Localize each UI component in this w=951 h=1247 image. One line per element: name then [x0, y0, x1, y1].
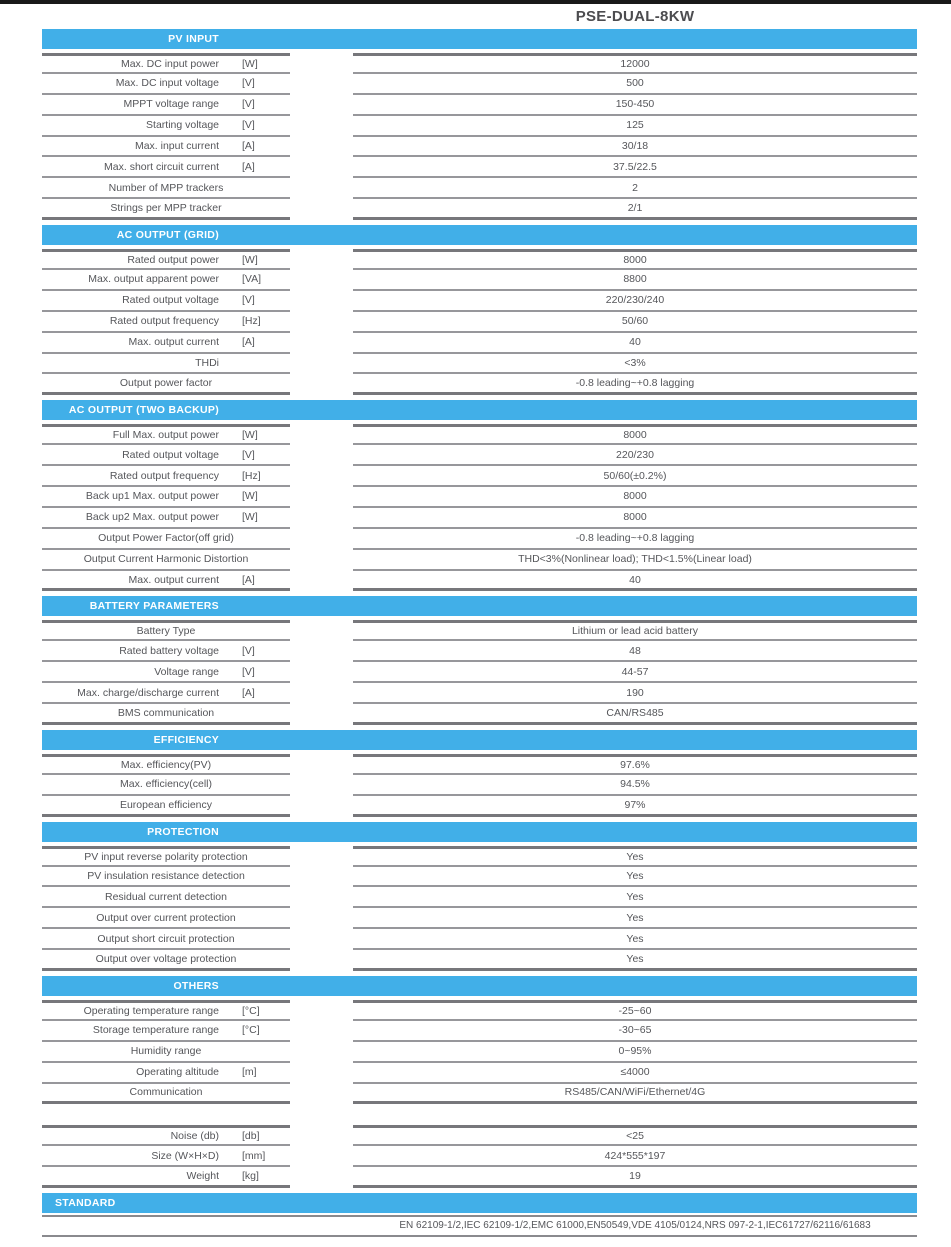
spec-row	[42, 291, 917, 312]
row-left	[42, 445, 290, 466]
row-label: Output Power Factor(off grid)	[98, 532, 234, 545]
spec-row	[42, 620, 917, 641]
column-gap	[290, 199, 353, 220]
row-label: Weight	[186, 1170, 219, 1183]
section	[42, 225, 917, 395]
row-unit: [A]	[242, 336, 255, 349]
spec-row	[42, 754, 917, 775]
row-value: 500	[353, 74, 917, 95]
row-left	[42, 249, 290, 270]
row-value: 97.6%	[353, 754, 917, 775]
spec-row	[42, 867, 917, 888]
row-unit: [A]	[242, 140, 255, 152]
section	[42, 730, 917, 817]
row-left	[42, 908, 290, 929]
spec-row	[42, 178, 917, 199]
row-left	[42, 529, 290, 550]
row-left	[42, 291, 290, 312]
row-left	[42, 74, 290, 95]
row-label: Rated output voltage	[122, 448, 219, 461]
spec-row	[42, 1167, 917, 1188]
spec-row	[42, 641, 917, 662]
column-gap	[290, 529, 353, 550]
row-value: <25	[353, 1125, 917, 1146]
row-left	[42, 796, 290, 817]
spec-row	[42, 550, 917, 571]
product-title: PSE-DUAL-8KW	[575, 8, 695, 25]
row-value: 40	[353, 333, 917, 354]
row-unit: [V]	[242, 665, 255, 678]
column-gap	[290, 312, 353, 333]
row-value: THD<3%(Nonlinear load); THD<1.5%(Linear load)	[353, 550, 917, 571]
column-gap	[290, 74, 353, 95]
column-gap	[290, 178, 353, 199]
column-gap	[290, 754, 353, 775]
row-value: -0.8 leading~+0.8 lagging	[353, 374, 917, 395]
spec-row	[42, 487, 917, 508]
section-header-standard	[42, 1193, 917, 1213]
row-value: Yes	[353, 846, 917, 867]
row-unit: [A]	[242, 686, 255, 699]
row-label: PV insulation resistance detection	[87, 869, 245, 882]
spec-table	[42, 29, 917, 1237]
spec-row	[42, 354, 917, 375]
row-left	[42, 333, 290, 354]
row-label: Output short circuit protection	[97, 932, 235, 945]
row-value: -0.8 leading~+0.8 lagging	[353, 529, 917, 550]
spec-row	[42, 887, 917, 908]
row-value: 8000	[353, 424, 917, 445]
row-unit: [V]	[242, 448, 255, 461]
row-unit: [A]	[242, 160, 255, 173]
section-title: STANDARD	[55, 1196, 116, 1209]
column-gap	[290, 137, 353, 158]
spec-row	[42, 157, 917, 178]
row-label: PV input reverse polarity protection	[84, 850, 248, 863]
spec-row	[42, 846, 917, 867]
row-left	[42, 53, 290, 74]
column-gap	[290, 466, 353, 487]
row-left	[42, 312, 290, 333]
spec-row	[42, 74, 917, 95]
row-left	[42, 867, 290, 888]
row-label: Output Current Harmonic Distortion	[83, 553, 249, 566]
row-left	[42, 354, 290, 375]
column-gap	[290, 571, 353, 592]
title-area	[353, 4, 917, 29]
row-label: Rated output power	[127, 254, 219, 267]
row-label: Max. short circuit current	[104, 160, 219, 173]
row-unit: [V]	[242, 77, 255, 90]
spec-row	[42, 199, 917, 220]
row-left	[42, 887, 290, 908]
row-value: 220/230/240	[353, 291, 917, 312]
row-unit: [V]	[242, 119, 255, 132]
row-left	[42, 775, 290, 796]
row-value: 220/230	[353, 445, 917, 466]
row-unit: [W]	[242, 511, 258, 524]
row-label: Residual current detection	[105, 890, 227, 903]
row-left	[42, 1063, 290, 1084]
section	[42, 976, 917, 1188]
spec-row	[42, 312, 917, 333]
column-gap	[290, 550, 353, 571]
row-left	[42, 846, 290, 867]
row-label: Max. DC input power	[120, 57, 219, 70]
row-label: Strings per MPP tracker	[110, 202, 222, 215]
row-value: 48	[353, 641, 917, 662]
section-title: AC OUTPUT (GRID)	[116, 229, 219, 242]
row-value: Yes	[353, 887, 917, 908]
spec-row	[42, 116, 917, 137]
section	[42, 596, 917, 724]
spec-row	[42, 270, 917, 291]
standard-value: EN 62109-1/2,IEC 62109-1/2,EMC 61000,EN50549,VDE 4105/0124,NRS 097-2-1,IEC61727/62116/61683	[399, 1220, 871, 1232]
row-label: Max. DC input voltage	[115, 77, 219, 90]
row-label: Output power factor	[119, 377, 213, 390]
column-gap	[290, 445, 353, 466]
row-label: MPPT voltage range	[123, 98, 219, 111]
spec-row	[42, 95, 917, 116]
row-left	[42, 508, 290, 529]
row-value: ≤4000	[353, 1063, 917, 1084]
row-value: 0~95%	[353, 1042, 917, 1063]
row-label: Humidity range	[130, 1045, 202, 1058]
spec-row	[42, 1146, 917, 1167]
section-title: PV INPUT	[168, 33, 219, 45]
row-unit: [W]	[242, 429, 258, 442]
column-gap	[290, 908, 353, 929]
spec-row	[42, 929, 917, 950]
column-gap	[290, 1021, 353, 1042]
row-label: Noise (db)	[170, 1130, 219, 1143]
row-left	[42, 178, 290, 199]
section	[42, 822, 917, 971]
row-left	[42, 1042, 290, 1063]
row-unit: [V]	[242, 98, 255, 111]
column-gap	[290, 1125, 353, 1146]
row-value: -30~65	[353, 1021, 917, 1042]
row-value: <3%	[353, 354, 917, 375]
row-value: 8000	[353, 249, 917, 270]
row-label: Operating altitude	[136, 1066, 219, 1079]
row-value: Yes	[353, 908, 917, 929]
row-value: 8000	[353, 487, 917, 508]
row-left	[42, 116, 290, 137]
spec-row	[42, 1063, 917, 1084]
row-value: CAN/RS485	[353, 704, 917, 725]
spec-row	[42, 704, 917, 725]
column-gap	[290, 775, 353, 796]
row-left	[42, 641, 290, 662]
row-unit: [VA]	[242, 273, 262, 286]
row-value: 19	[353, 1167, 917, 1188]
row-label: Starting voltage	[146, 119, 219, 132]
row-label: Full Max. output power	[112, 429, 219, 442]
column-gap	[290, 424, 353, 445]
row-value: 190	[353, 683, 917, 704]
row-unit: [A]	[242, 573, 255, 586]
row-unit: [Hz]	[242, 315, 261, 328]
row-value: 50/60(±0.2%)	[353, 466, 917, 487]
row-label: European efficiency	[119, 798, 213, 811]
row-unit: [V]	[242, 294, 255, 307]
row-unit: [V]	[242, 644, 255, 657]
row-label: Rated output frequency	[109, 315, 219, 328]
row-value: RS485/CAN/WiFi/Ethernet/4G	[353, 1084, 917, 1105]
row-label: Rated output voltage	[122, 294, 219, 307]
row-label: Max. efficiency(cell)	[120, 778, 212, 791]
row-left	[42, 683, 290, 704]
row-label: Number of MPP trackers	[108, 181, 224, 194]
row-value: 12000	[353, 53, 917, 74]
column-gap	[290, 95, 353, 116]
column-gap	[290, 53, 353, 74]
section-header	[42, 730, 917, 750]
row-value: 94.5%	[353, 775, 917, 796]
row-left	[42, 199, 290, 220]
row-left	[42, 620, 290, 641]
spec-row	[42, 571, 917, 592]
row-value: Yes	[353, 950, 917, 971]
row-left	[42, 704, 290, 725]
spacer-row	[42, 1104, 917, 1125]
row-value: 30/18	[353, 137, 917, 158]
section-title: AC OUTPUT (TWO BACKUP)	[68, 404, 219, 417]
row-left	[42, 466, 290, 487]
column-gap	[290, 270, 353, 291]
row-unit: [db]	[242, 1130, 260, 1143]
column-gap	[290, 374, 353, 395]
row-label: Output over voltage protection	[95, 953, 237, 965]
column-gap	[290, 1042, 353, 1063]
column-gap	[290, 887, 353, 908]
column-gap	[290, 1063, 353, 1084]
column-gap	[290, 116, 353, 137]
row-value: 8800	[353, 270, 917, 291]
row-left	[42, 1084, 290, 1105]
column-gap	[290, 704, 353, 725]
standard-row	[42, 1215, 917, 1237]
row-unit: [m]	[242, 1066, 257, 1079]
spec-row	[42, 374, 917, 395]
row-left	[42, 754, 290, 775]
row-value: Yes	[353, 929, 917, 950]
section	[42, 29, 917, 220]
row-left	[42, 157, 290, 178]
column-gap	[290, 1167, 353, 1188]
row-unit: [W]	[242, 254, 258, 267]
column-gap	[290, 662, 353, 683]
row-value: 150-450	[353, 95, 917, 116]
row-label: Back up2 Max. output power	[85, 511, 219, 524]
spec-row	[42, 662, 917, 683]
section	[42, 400, 917, 591]
row-left	[42, 270, 290, 291]
row-unit: [mm]	[242, 1149, 266, 1162]
section-title: OTHERS	[173, 979, 219, 992]
spec-row	[42, 53, 917, 74]
row-label: Rated battery voltage	[119, 644, 219, 657]
row-label: Size (W×H×D)	[151, 1149, 219, 1162]
section-title: PROTECTION	[147, 825, 219, 838]
section-title: BATTERY PARAMETERS	[89, 600, 219, 613]
row-label: Storage temperature range	[92, 1024, 219, 1037]
row-label: Max. charge/discharge current	[77, 686, 219, 699]
spec-row	[42, 529, 917, 550]
column-gap	[290, 867, 353, 888]
spec-row	[42, 1125, 917, 1146]
row-unit: [°C]	[242, 1024, 260, 1037]
row-left	[42, 487, 290, 508]
spec-row	[42, 950, 917, 971]
row-unit: [W]	[242, 57, 258, 70]
spec-row	[42, 1084, 917, 1105]
row-value: 50/60	[353, 312, 917, 333]
row-unit: [W]	[242, 490, 258, 503]
row-label: BMS communication	[117, 706, 215, 719]
spec-row	[42, 1042, 917, 1063]
section-header	[42, 596, 917, 616]
row-left	[42, 137, 290, 158]
section-header	[42, 822, 917, 842]
row-left	[42, 929, 290, 950]
spec-row	[42, 908, 917, 929]
column-gap	[290, 846, 353, 867]
section-header	[42, 225, 917, 245]
spec-row	[42, 333, 917, 354]
column-gap	[290, 157, 353, 178]
row-left	[42, 95, 290, 116]
column-gap	[290, 1084, 353, 1105]
row-left	[42, 550, 290, 571]
row-left	[42, 374, 290, 395]
section-title: EFFICIENCY	[153, 733, 219, 746]
row-label: Output over current protection	[96, 911, 236, 924]
row-value: Lithium or lead acid battery	[353, 620, 917, 641]
spec-row	[42, 466, 917, 487]
row-value: 8000	[353, 508, 917, 529]
row-label: Max. output apparent power	[88, 273, 219, 286]
row-unit: [Hz]	[242, 469, 261, 482]
section-header	[42, 29, 917, 49]
spec-row	[42, 1000, 917, 1021]
row-value: 424*555*197	[353, 1146, 917, 1167]
column-gap	[290, 683, 353, 704]
spec-row	[42, 137, 917, 158]
row-value: 125	[353, 116, 917, 137]
column-gap	[290, 487, 353, 508]
spec-row	[42, 683, 917, 704]
section-header	[42, 976, 917, 996]
row-left	[42, 1146, 290, 1167]
row-label: Rated output frequency	[109, 469, 219, 482]
row-left	[42, 1000, 290, 1021]
column-gap	[290, 620, 353, 641]
row-unit: [kg]	[242, 1170, 259, 1183]
column-gap	[290, 1000, 353, 1021]
column-gap	[290, 1146, 353, 1167]
spec-row	[42, 508, 917, 529]
row-label: Max. output current	[128, 336, 219, 349]
spec-row	[42, 1021, 917, 1042]
spec-row	[42, 796, 917, 817]
row-label: Max. efficiency(PV)	[120, 758, 212, 771]
column-gap	[290, 641, 353, 662]
section-header	[42, 400, 917, 420]
column-gap	[290, 929, 353, 950]
row-value: 97%	[353, 796, 917, 817]
column-gap	[290, 950, 353, 971]
sections-container	[42, 29, 917, 1188]
row-left	[42, 950, 290, 971]
column-gap	[290, 796, 353, 817]
row-left	[42, 662, 290, 683]
row-label: Max. input current	[134, 140, 219, 152]
spec-row	[42, 249, 917, 270]
row-label: THDi	[195, 357, 219, 370]
spec-row	[42, 775, 917, 796]
row-value: 37.5/22.5	[353, 157, 917, 178]
row-label: Communication	[129, 1086, 203, 1099]
row-left	[42, 1167, 290, 1188]
row-left	[42, 1125, 290, 1146]
spec-row	[42, 445, 917, 466]
column-gap	[290, 249, 353, 270]
column-gap	[290, 508, 353, 529]
section-standard	[42, 1193, 917, 1237]
column-gap	[290, 291, 353, 312]
row-label: Back up1 Max. output power	[85, 490, 219, 503]
row-label: Battery Type	[136, 625, 196, 638]
row-value: Yes	[353, 867, 917, 888]
row-label: Voltage range	[154, 665, 219, 678]
row-value: 2	[353, 178, 917, 199]
column-gap	[290, 333, 353, 354]
row-left	[42, 424, 290, 445]
spec-row	[42, 424, 917, 445]
row-label: Max. output current	[128, 573, 219, 586]
row-value: 2/1	[353, 199, 917, 220]
row-label: Operating temperature range	[83, 1004, 219, 1017]
row-left	[42, 571, 290, 592]
row-value: 40	[353, 571, 917, 592]
column-gap	[290, 354, 353, 375]
row-value: 44-57	[353, 662, 917, 683]
row-left	[42, 1021, 290, 1042]
row-value: -25~60	[353, 1000, 917, 1021]
row-unit: [°C]	[242, 1004, 260, 1017]
